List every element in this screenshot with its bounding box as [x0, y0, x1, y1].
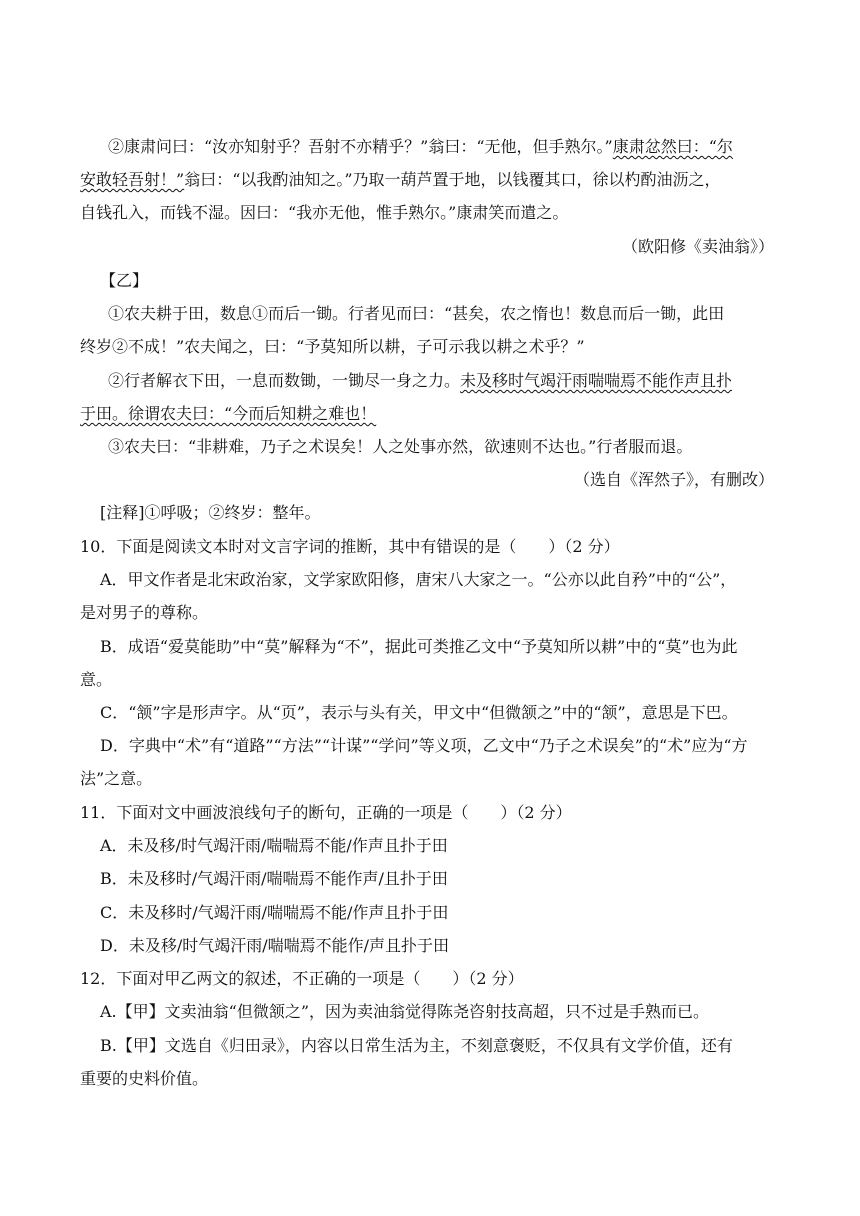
q10-option-d-line2: 法”之意。: [80, 769, 153, 788]
jia-p2-underlined-a: 康肃忿然曰：“尔: [612, 137, 733, 156]
yi-p2-line2: [80, 404, 376, 424]
yi-p2-wavy-a: 未及移时气竭汗雨喘喘焉不能作声且扑: [460, 371, 733, 390]
yi-p2-underlined-c: 徐谓农夫曰：“今而后知耕之难也！: [128, 404, 377, 423]
yi-p2-wavy-b: 于田。: [80, 404, 129, 423]
q10-option-b-line1: B．成语“爱莫能助”中“莫”解释为“不”，据此可类推乙文中“予莫知所以耕”中的“莫”也为此: [100, 637, 738, 656]
yi-p3: ③农夫曰：“非耕难，乃子之术误矣！人之处事亦然，欲速则不达也。”行者服而退。: [108, 437, 693, 456]
yi-label: 【乙】: [100, 271, 149, 290]
footnote: [注释]①呼吸；②终岁：整年。: [100, 503, 321, 522]
yi-p2-line1-text: ②行者解衣下田，一息而数锄，一锄尽一身之力。: [108, 371, 461, 390]
q11-stem: 11．下面对文中画波浪线句子的断句，正确的一项是（ ）（2 分）: [80, 803, 572, 822]
jia-p2-underlined-b: 安敢轻吾射！”: [80, 170, 185, 189]
jia-p2-line1: [108, 137, 733, 157]
yi-source: （选自《浑然子》，有删改）: [573, 470, 774, 489]
jia-source: （欧阳修《卖油翁》）: [621, 237, 774, 256]
q12-stem: 12．下面对甲乙两文的叙述，不正确的一项是（ ）（2 分）: [80, 969, 524, 988]
q10-option-d-line1: D．字典中“术”有“道路”“方法”“计谋”“学问”等义项，乙文中“乃子之术误矣”的“术”应为“方: [100, 736, 748, 755]
jia-p2-line1-text: ②康肃问曰：“汝亦知射乎？吾射不亦精乎？”翁曰：“无他，但手熟尔。”: [108, 137, 613, 156]
q10-stem: 10．下面是阅读文本时对文言字词的推断，其中有错误的是（ ）（2 分）: [80, 537, 620, 556]
q12-option-a: A.【甲】文卖油翁“但微颔之”，因为卖油翁觉得陈尧咨射技高超，只不过是手熟而已。: [100, 1002, 710, 1021]
yi-p2-line1: [108, 371, 732, 391]
q11-option-c: C．未及移时/气竭汗雨/喘喘焉不能/作声且扑于田: [100, 903, 449, 922]
yi-p1-line2: 终岁②不成！”农夫闻之，曰：“予莫知所以耕，子可示我以耕之术乎？”: [80, 337, 585, 356]
q10-option-a-line2: 是对男子的尊称。: [80, 603, 209, 622]
q10-option-c: C．“颔”字是形声字。从“页”，表示与头有关，甲文中“但微颔之”中的“颔”，意思是下巴。: [100, 703, 738, 722]
q12-option-b-line2: 重要的史料价值。: [80, 1069, 209, 1088]
jia-p2-line2-text: 翁曰：“以我酌油知之。”乃取一葫芦置于地，以钱覆其口，徐以杓酌油沥之，: [184, 170, 721, 189]
jia-p2-line3: 自钱孔入，而钱不湿。因曰：“我亦无他，惟手熟尔。”康肃笑而遣之。: [80, 203, 569, 222]
q11-option-b: B．未及移时/气竭汗雨/喘喘焉不能作声/且扑于田: [100, 869, 448, 888]
q12-option-b-line1: B.【甲】文选自《归田录》，内容以日常生活为主，不刻意褒贬，不仅具有文学价值，还有: [100, 1036, 733, 1055]
q10-option-a-line1: A．甲文作者是北宋政治家，文学家欧阳修，唐宋八大家之一。“公亦以此自矜”中的“公”，: [100, 570, 737, 589]
yi-p1-line1: ①农夫耕于田，数息①而后一锄。行者见而曰：“甚矣，农之惰也！数息而后一锄，此田: [108, 304, 725, 323]
q11-option-d: D．未及移/时气竭汗雨/喘喘焉不能作/声且扑于田: [100, 936, 450, 955]
jia-p2-line2: [80, 170, 721, 190]
q11-option-a: A．未及移/时气竭汗雨/喘喘焉不能/作声且扑于田: [100, 836, 448, 855]
q10-option-b-line2: 意。: [80, 670, 113, 689]
